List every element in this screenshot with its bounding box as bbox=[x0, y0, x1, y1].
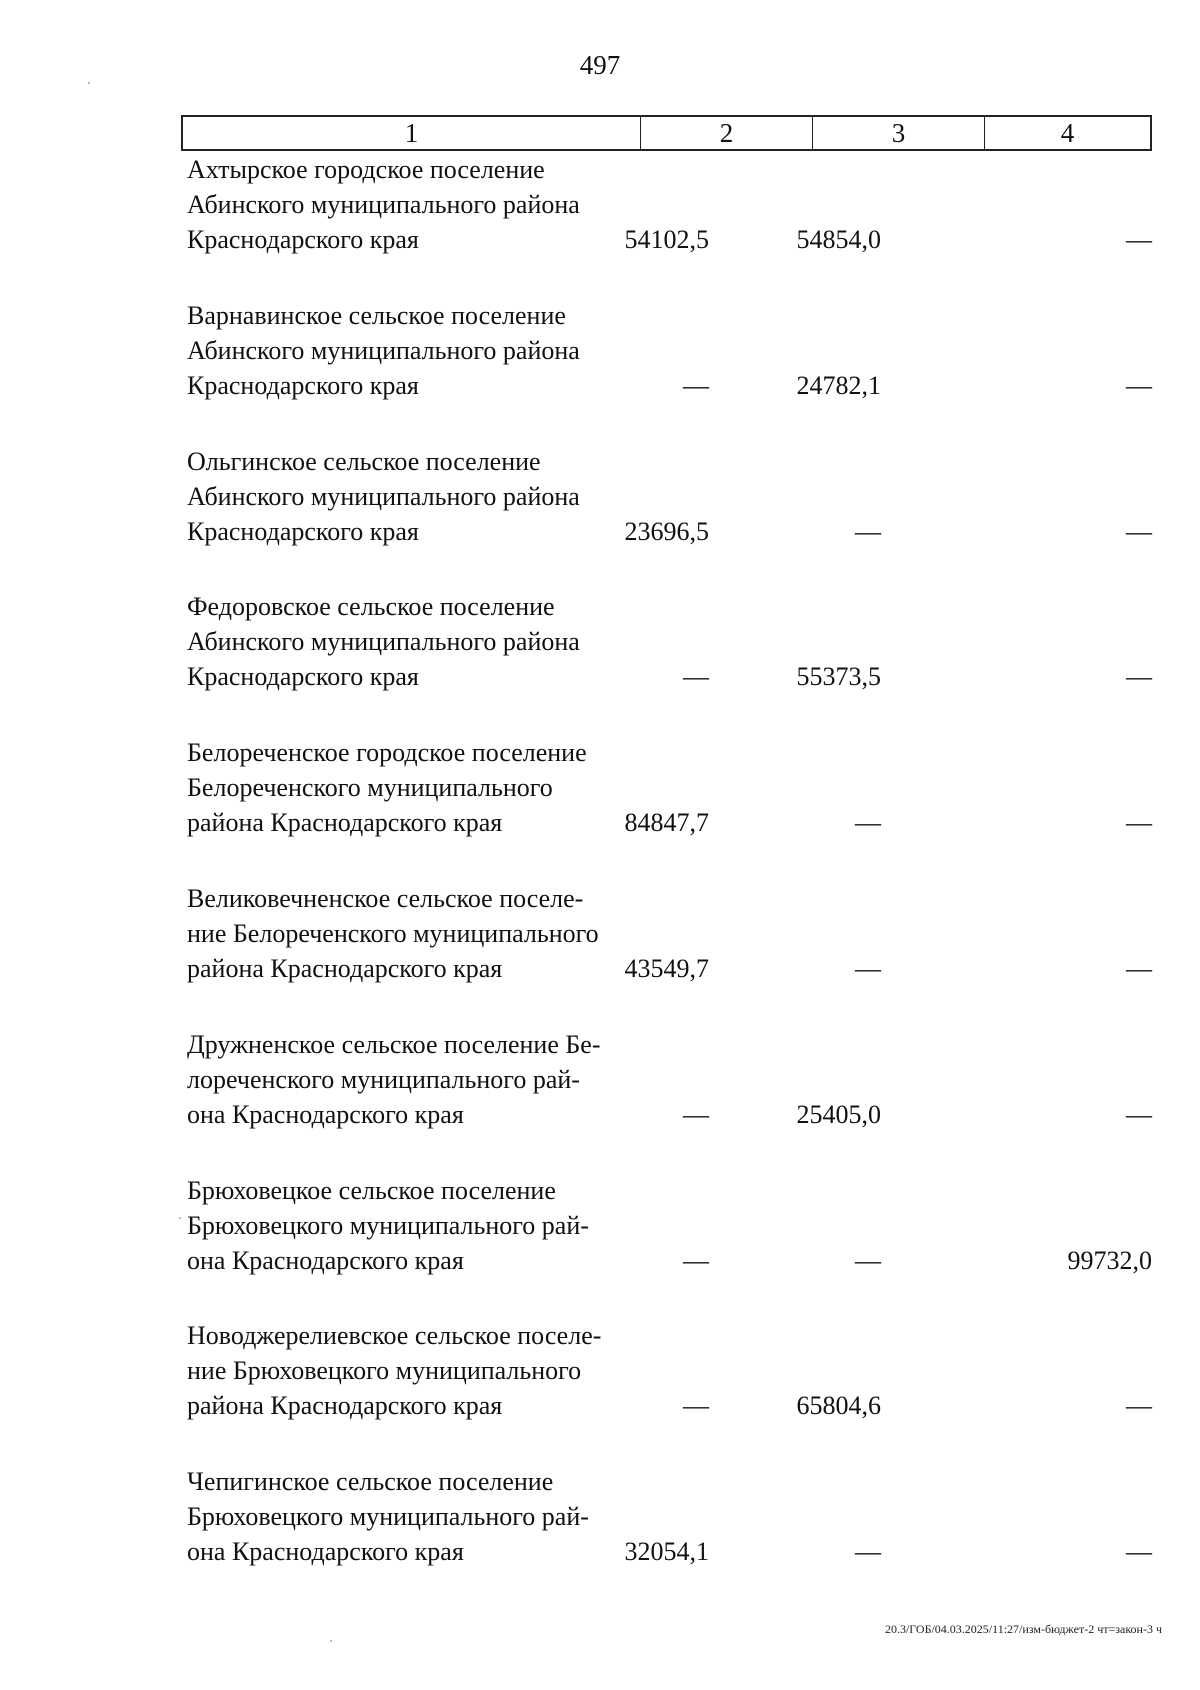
value-col-4: — bbox=[1126, 1391, 1152, 1420]
table-row bbox=[187, 589, 1152, 699]
table-row bbox=[187, 1173, 1152, 1283]
value-col-2: — bbox=[683, 1100, 709, 1129]
settlement-name: Варнавинское сельское поселение Абинского муниципального района Краснодарского края bbox=[187, 301, 580, 400]
header-col-4: 4 bbox=[1060, 118, 1075, 148]
settlement-name: Ольгинское сельское поселение Абинского муниципального района Краснодарского края bbox=[187, 447, 580, 546]
value-col-3: — bbox=[855, 954, 881, 983]
page-number: 497 bbox=[579, 50, 621, 80]
value-col-3: 65804,6 bbox=[796, 1391, 881, 1420]
header-col-2: 2 bbox=[641, 117, 813, 149]
value-col-4: — bbox=[1126, 662, 1152, 691]
value-col-4: — bbox=[1126, 954, 1152, 983]
value-col-3: — bbox=[855, 517, 881, 546]
table-row bbox=[187, 444, 1152, 554]
value-col-2: — bbox=[683, 1246, 709, 1275]
header-col-1: 1 bbox=[183, 117, 641, 149]
table-row bbox=[187, 1464, 1152, 1574]
value-col-3: — bbox=[855, 1537, 881, 1566]
settlement-name: Ахтырское городское поселение Абинского муниципального района Краснодарского края bbox=[187, 155, 580, 254]
value-col-2: — bbox=[683, 662, 709, 691]
value-col-2: 43549,7 bbox=[624, 954, 709, 983]
scan-speck bbox=[88, 82, 90, 84]
scan-speck bbox=[179, 1217, 181, 1219]
table-row bbox=[187, 881, 1152, 991]
table-row bbox=[187, 735, 1152, 845]
scan-speck bbox=[330, 1640, 332, 1642]
settlement-name: Чепигинское сельское поселение Брюховецкого муниципального рай- она Краснодарского края bbox=[187, 1467, 589, 1566]
value-col-4: — bbox=[1126, 225, 1152, 254]
table-row bbox=[187, 298, 1152, 408]
value-col-2: — bbox=[683, 1391, 709, 1420]
settlement-name: Белореченское городское поселение Белореченского муниципального района Краснодарского края bbox=[187, 738, 587, 837]
settlement-name: Федоровское сельское поселение Абинского муниципального района Краснодарского края bbox=[187, 592, 580, 691]
settlement-name: Новоджерелиевское сельское поселе- ние Брюховецкого муниципального района Краснодарского края bbox=[187, 1321, 602, 1420]
value-col-3: 25405,0 bbox=[796, 1100, 881, 1129]
settlement-name: Великовечненское сельское поселе- ние Белореченского муниципального района Краснодарского края bbox=[187, 884, 599, 983]
value-col-2: 54102,5 bbox=[624, 225, 709, 254]
value-col-3: — bbox=[855, 1246, 881, 1275]
value-col-4: 99732,0 bbox=[1067, 1246, 1152, 1275]
settlement-name: Дружненское сельское поселение Бе- лореченского муниципального рай- она Краснодарского края bbox=[187, 1030, 601, 1129]
value-col-4: — bbox=[1126, 1537, 1152, 1566]
table-row bbox=[187, 152, 1152, 262]
value-col-2: — bbox=[683, 371, 709, 400]
value-col-3: 54854,0 bbox=[796, 225, 881, 254]
value-col-2: 84847,7 bbox=[624, 808, 709, 837]
value-col-2: 23696,5 bbox=[624, 517, 709, 546]
value-col-3: 24782,1 bbox=[796, 371, 881, 400]
table-row bbox=[187, 1318, 1152, 1428]
value-col-2: 32054,1 bbox=[624, 1537, 709, 1566]
header-col-3: 3 bbox=[813, 117, 985, 149]
table-header bbox=[181, 115, 1152, 151]
settlement-name: Брюховецкое сельское поселение Брюховецкого муниципального рай- она Краснодарского края bbox=[187, 1176, 589, 1275]
value-col-3: — bbox=[855, 808, 881, 837]
value-col-4: — bbox=[1126, 371, 1152, 400]
table-row bbox=[187, 1027, 1152, 1137]
footer-file-code: 20.3/ГОБ/04.03.2025/11:27/изм-бюджет-2 чт=закон-3 ч bbox=[884, 1622, 1162, 1636]
value-col-4: — bbox=[1126, 808, 1152, 837]
value-col-4: — bbox=[1126, 1100, 1152, 1129]
value-col-4: — bbox=[1126, 517, 1152, 546]
value-col-3: 55373,5 bbox=[796, 662, 881, 691]
